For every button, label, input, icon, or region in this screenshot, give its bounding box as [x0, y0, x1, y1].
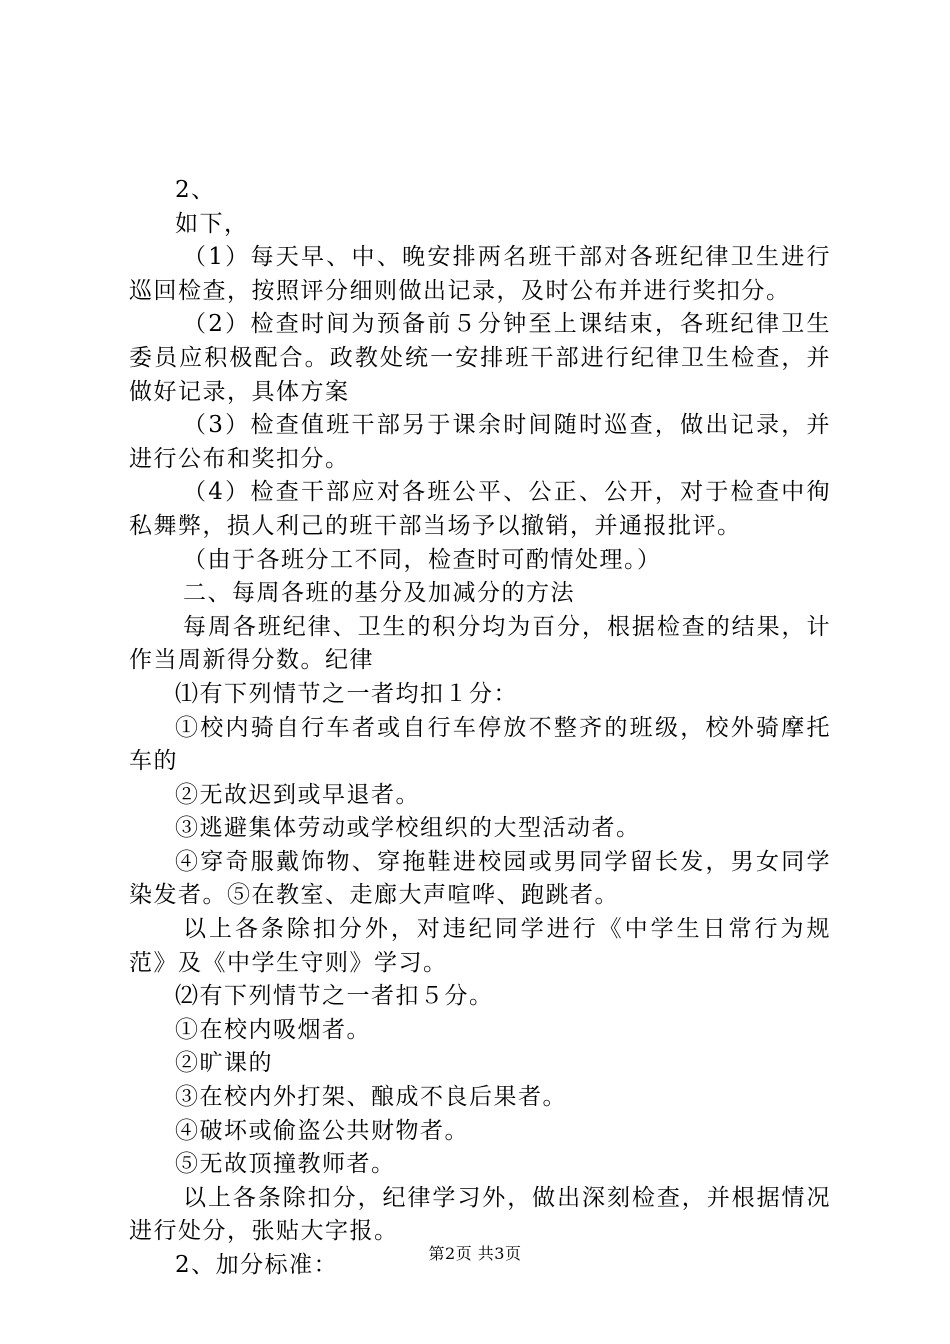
- paragraph: ②旷课的: [175, 1050, 273, 1077]
- paragraph: ③在校内外打架、酿成不良后果者。: [175, 1084, 567, 1111]
- paragraph: （由于各班分工不同，检查时可酌情处理。）: [183, 546, 662, 573]
- document-body: [129, 174, 831, 1283]
- paragraph: 每周各班纪律、卫生的积分均为百分，根据检查的结果，计作当周新得分数。纪律: [129, 613, 831, 674]
- paragraph: ①在校内吸烟者。: [175, 1016, 371, 1043]
- paragraph: 二、每周各班的基分及加减分的方法: [183, 580, 575, 607]
- paragraph: ④穿奇服戴饰物、穿拖鞋进校园或男同学留长发，男女同学染发者。⑤在教室、走廊大声喧哗、跑跳者。: [129, 848, 831, 909]
- paragraph: ⑵有下列情节之一者扣５分。: [175, 983, 494, 1010]
- paragraph: ②无故迟到或早退者。: [175, 781, 420, 808]
- paragraph: 如下，: [175, 210, 249, 237]
- paragraph: （4）检查干部应对各班公平、公正、公开，对于检查中徇私舞弊，损人利己的班干部当场予以撤销，并通报批评。: [129, 479, 831, 539]
- paragraph: ⑤无故顶撞教师者。: [175, 1151, 396, 1178]
- paragraph: （1）每天早、中、晚安排两名班干部对各班纪律卫生进行巡回检查，按照评分细则做出记录，及时公布并进行奖扣分。: [129, 244, 831, 304]
- paragraph: 2、加分标准：: [175, 1252, 339, 1278]
- paragraph: 以上各条除扣分，纪律学习外，做出深刻检查，并根据情况进行处分，张贴大字报。: [129, 1184, 831, 1245]
- paragraph: ①校内骑自行车者或自行车停放不整齐的班级，校外骑摩托车的: [129, 714, 831, 775]
- paragraph: （2）检查时间为预备前５分钟至上课结束，各班纪律卫生委员应积极配合。政教处统一安排班干部进行纪律卫生检查，并做好记录，具体方案: [129, 311, 831, 405]
- paragraph: 以上各条除扣分外，对违纪同学进行《中学生日常行为规范》及《中学生守则》学习。: [129, 916, 831, 976]
- paragraph: 2、: [175, 177, 216, 203]
- page-footer: 第2页 共3页: [428, 1244, 522, 1263]
- paragraph: ③逃避集体劳动或学校组织的大型活动者。: [175, 815, 641, 842]
- paragraph: （3）检查值班干部另于课余时间随时巡查，做出记录，并进行公布和奖扣分。: [129, 412, 831, 472]
- paragraph: ⑴有下列情节之一者均扣１分：: [175, 680, 518, 707]
- paragraph: ④破坏或偷盗公共财物者。: [175, 1117, 469, 1144]
